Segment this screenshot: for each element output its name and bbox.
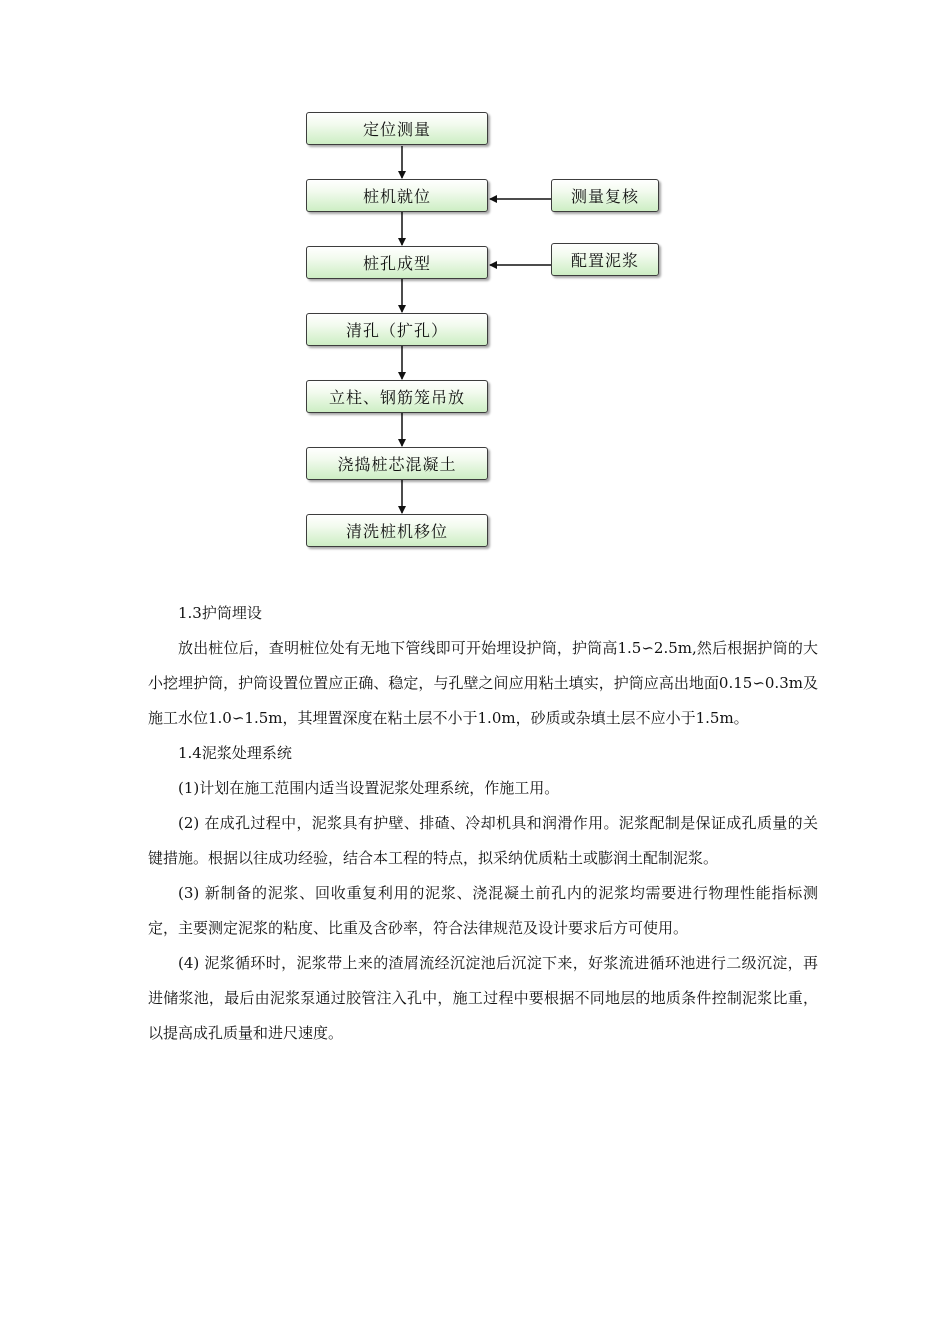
- section-heading: 1.4泥浆处理系统: [178, 744, 292, 762]
- flow-step-1: 定位测量: [306, 112, 488, 145]
- document-body: [148, 596, 818, 1051]
- flow-step-6: 浇捣桩芯混凝土: [306, 447, 488, 480]
- flow-step-2: 桩机就位: [306, 179, 488, 212]
- paragraph: (3) 新制备的泥浆、回收重复利用的泥浆、浇混凝土前孔内的泥浆均需要进行物理性能指标测定，主要测定泥浆的粘度、比重及含砂率，符合法律规范及设计要求后方可使用。: [148, 884, 818, 937]
- paragraph: (2) 在成孔过程中，泥浆具有护壁、排碴、冷却机具和润滑作用。泥浆配制是保证成孔质量的关键措施。根据以往成功经验，结合本工程的特点，拟采纳优质粘土或膨润土配制泥浆。: [148, 814, 818, 867]
- paragraph: (1)计划在施工范围内适当设置泥浆处理系统，作施工用。: [178, 779, 560, 797]
- flow-side-step-1: 测量复核: [551, 179, 659, 212]
- flow-step-7: 清洗桩机移位: [306, 514, 488, 547]
- section-heading: 1.3护筒埋设: [178, 604, 262, 622]
- flow-step-4: 清孔（扩孔）: [306, 313, 488, 346]
- paragraph: 放出桩位后，查明桩位处有无地下管线即可开始埋设护筒，护筒高1.5∽2.5m,然后根据护筒的大小挖埋护筒，护筒设置位置应正确、稳定，与孔壁之间应用粘土填实，护筒应高出地面0.15∽0.3m及施工水位1.0∽1.5m，其埋置深度在粘土层不小于1.0m，砂质或杂填土层不应小于1.5m。: [148, 639, 818, 727]
- flowchart-arrows: [0, 0, 950, 600]
- flow-side-step-2: 配置泥浆: [551, 243, 659, 276]
- paragraph: (4) 泥浆循环时，泥浆带上来的渣屑流经沉淀池后沉淀下来，好浆流进循环池进行二级沉淀，再进储浆池，最后由泥浆泵通过胶管注入孔中，施工过程中要根据不同地层的地质条件控制泥浆比重，以提高成孔质量和进尺速度。: [148, 954, 818, 1042]
- flow-step-5: 立柱、钢筋笼吊放: [306, 380, 488, 413]
- flow-step-3: 桩孔成型: [306, 246, 488, 279]
